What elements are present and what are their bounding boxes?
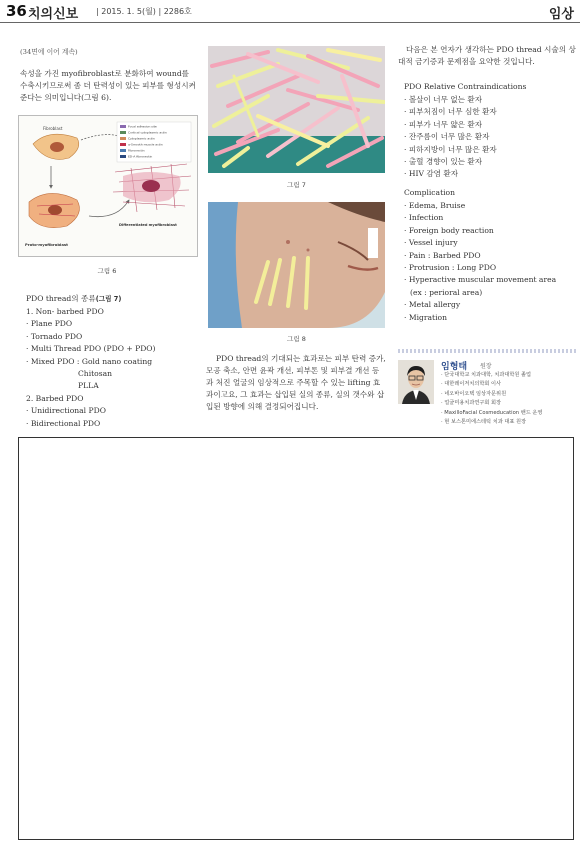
author-divider [398, 349, 576, 353]
fig6-legend-3: Cytoplasmic actin [128, 136, 155, 141]
list-item: · HIV 감염 환자 [404, 169, 459, 179]
fig6-legend-1: Focal adhesion site [128, 124, 157, 129]
list-item: · Mixed PDO : Gold nano coating [26, 356, 153, 366]
types-heading [26, 293, 121, 304]
continued-note: (34면에 이어 계속) [20, 48, 78, 56]
list-item: · 대한레이저치의학회 이사 [441, 381, 502, 388]
fig6-legend-5: Fibronectin [128, 148, 145, 153]
list-item: · 피하지방이 너무 많은 환자 [404, 144, 497, 154]
list-item: Chitosan [78, 369, 113, 379]
col3-intro: 다음은 본 연자가 생각하는 PDO thread 시술의 상대적 금기증과 문제점을 요약한 것입니다. [398, 45, 576, 66]
author-photo [398, 360, 434, 404]
list-item: (ex : perioral area) [410, 287, 483, 297]
list-item: · 볼살이 너무 없는 환자 [404, 95, 483, 104]
list-item: · 출혈 경향이 있는 환자 [404, 157, 483, 167]
avatar [398, 360, 434, 404]
types-heading-ref: (그림 7) [95, 295, 122, 303]
list-item: · 얼굴미용치과연구회 회장 [441, 400, 502, 407]
fig6-legend-4: α-Smooth muscle actin [128, 142, 163, 147]
list-item: · 피부처짐이 너무 심한 환자 [404, 107, 497, 117]
author-name: 임형태 [441, 362, 468, 372]
author-credentials [441, 371, 542, 427]
myofibroblast-diagram-svg [19, 116, 197, 256]
fig6-label-fibroblast: Fibroblast [43, 126, 63, 131]
fig6-legend-6: ED-A fibronectin [128, 154, 153, 159]
figure-8-photo [208, 202, 385, 328]
pdo-types-list [26, 306, 156, 430]
fig6-label-differentiated: Differentiated myofibroblast [119, 223, 177, 227]
list-item: · MaxilloFacial Cosmeducation 밴드 운영 [441, 409, 543, 416]
types-heading-text: PDO thread의 종류 [26, 294, 96, 303]
list-item: · 네오바이오텍 임상자문위원 [441, 390, 507, 397]
list-item: · Migration [404, 312, 447, 322]
page-number: 36 [6, 2, 27, 20]
list-item: · Infection [404, 213, 444, 223]
face-thread-photo [208, 202, 385, 328]
figure-6-diagram [18, 115, 198, 257]
list-item: · Bidirectional PDO [26, 418, 101, 428]
list-item: PLLA [78, 381, 99, 391]
list-item: · Protrusion : Long PDO [404, 263, 497, 273]
complication-heading: Complication [404, 188, 456, 197]
author-title: 원장 [480, 363, 492, 370]
list-item: · Edema, Bruise [404, 201, 466, 210]
list-item: 2. Barbed PDO [26, 393, 84, 403]
effects-paragraph: PDO thread의 기대되는 효과로는 피부 탄력 증가, 모공 축소, 안면 윤곽 개선, 피부톤 및 피부결 개선 등과 처진 얼굴의 임상적으로 주목할 수 있는 lifting 효과이고요, 그 효과는 삽입된 실의 종류, 실의 갯수와 삽입된 방향에 의해 결정되어집니다. [206, 354, 386, 411]
list-item: · 피부가 너무 얇은 환자 [404, 119, 483, 129]
list-item: · Pain : Barbed PDO [404, 250, 481, 260]
advertisement-box [18, 437, 574, 840]
complication-list [404, 200, 556, 324]
list-item: · Hyperactive muscular movement area [404, 275, 557, 285]
page-header [0, 0, 580, 23]
issue-info: | 2015. 1. 5(월) | 2286호 [96, 7, 192, 16]
figure-6-caption: 그림 6 [97, 267, 117, 275]
list-item: · Multi Thread PDO (PDO + PDO) [26, 344, 156, 354]
list-item: · 잔주름이 너무 많은 환자 [404, 132, 490, 142]
list-item: · Plane PDO [26, 319, 73, 329]
pdo-threads-photo [208, 46, 385, 173]
list-item: · 단국대학교 치과대학, 치과대학원 졸업 [441, 372, 532, 378]
newspaper-name: 치의신보 [28, 7, 79, 22]
list-item: · Foreign body reaction [404, 225, 494, 235]
section-name: 임상 [548, 7, 574, 22]
list-item: 1. Non- barbed PDO [26, 307, 104, 316]
intro-paragraph: 속성을 가진 myofibroblast로 분화하여 wound를 수축시키므로써 좀 더 탄력성이 있는 피부를 형성시켜준다는 의미입니다(그림 6). [20, 69, 196, 102]
figure-7-caption: 그림 7 [287, 181, 306, 189]
figure-7-photo [208, 46, 385, 173]
list-item: · Unidirectional PDO [26, 406, 106, 416]
list-item: · Tornado PDO [26, 331, 83, 341]
list-item: · Metal allergy [404, 300, 461, 310]
fig6-legend-2: Cortical cytoplasmic actin [128, 130, 167, 135]
fig6-label-proto: Proto-myofibroblast [25, 242, 68, 247]
contraindications-list [404, 94, 497, 181]
contraindications-heading: PDO Relative Contraindications [404, 82, 527, 91]
list-item: · Vessel injury [404, 238, 458, 248]
figure-8-caption: 그림 8 [287, 335, 306, 343]
list-item: · 현 보스톤미에스테틱 치과 대표 원장 [441, 419, 527, 426]
